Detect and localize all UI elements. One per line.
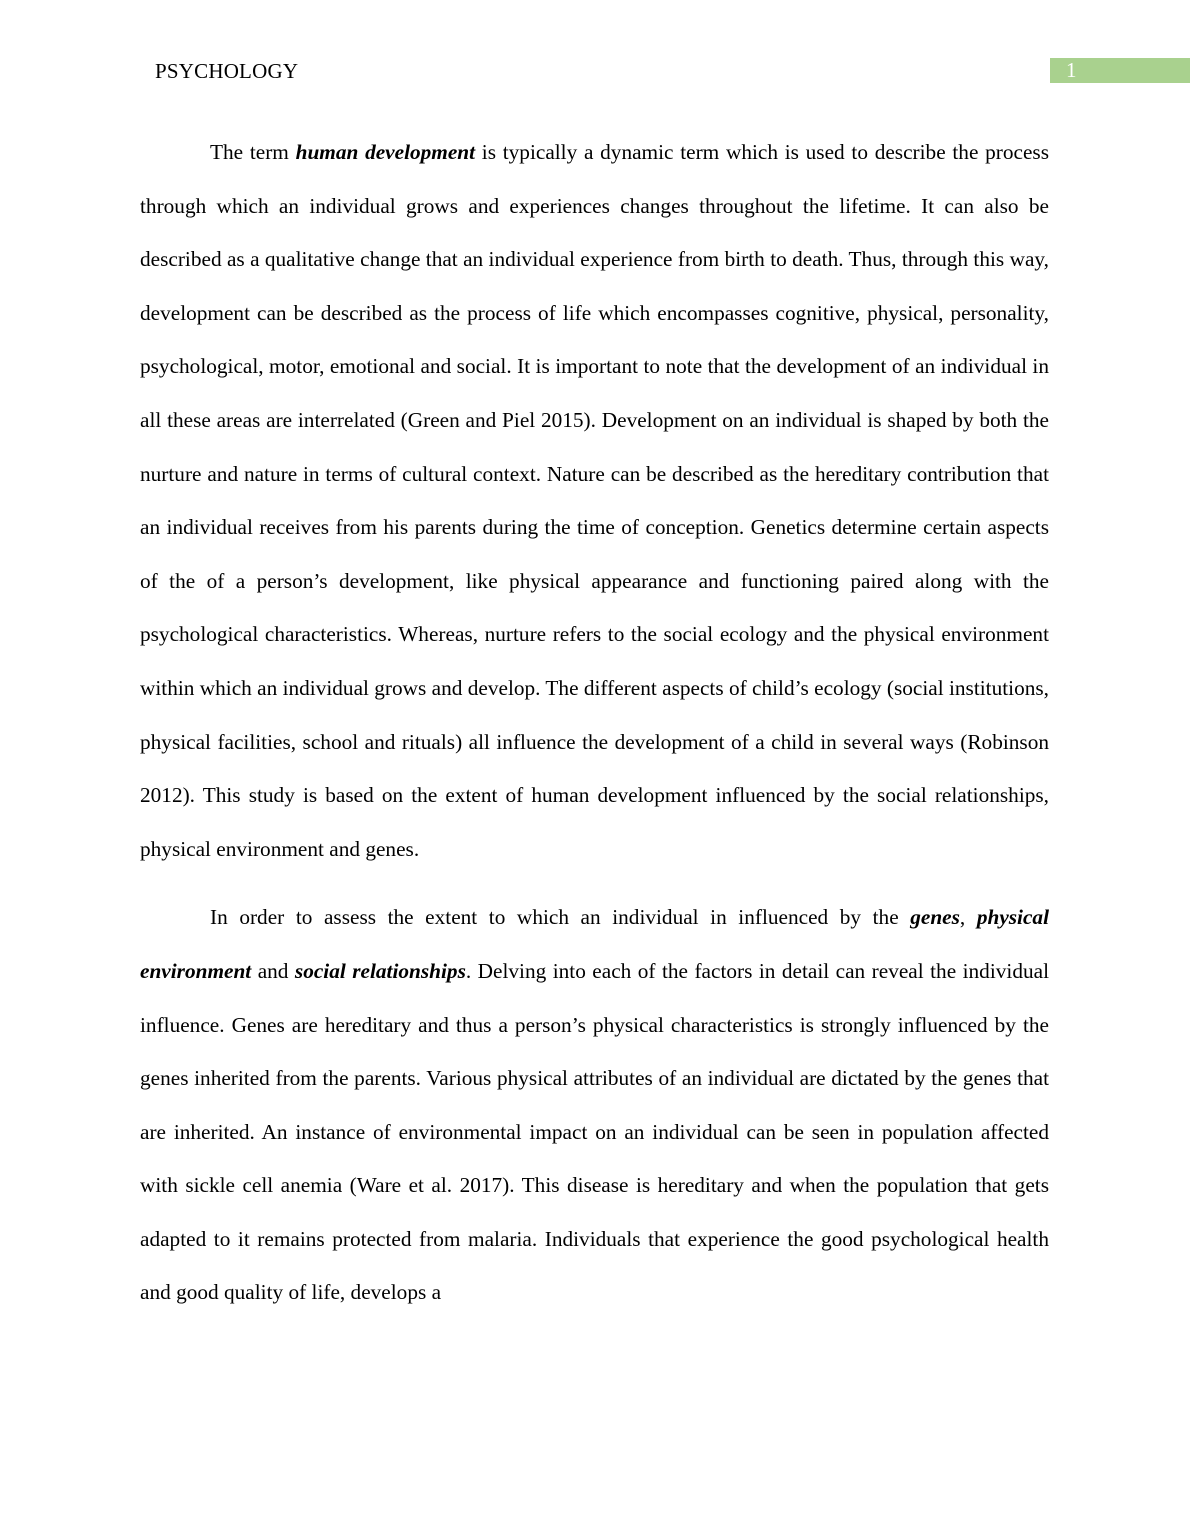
paragraph-1-text-rest: is typically a dynamic term which is used to describe the process through which an individual grows and experiences changes throughout the lifetime. It can also be described as a qualitative change that an individual experience from birth to death. Thus, through this way, development can be described as the process of life which encompasses cognitive, physical, personality, psychological, motor, emotional and social. It is important to note that the development of an individual in all these areas are interrelated (Green and Piel 2015). Development on an individual is shaped by both the nurture and nature in terms of cultural context. Nature can be described as the hereditary contribution that an individual receives from his parents during the time of conception. Genetics determine certain aspects of the of a person’s development, like physical appearance and functioning paired along with the psychological characteristics. Whereas, nurture refers to the social ecology and the physical environment within which an individual grows and develop. The different aspects of child’s ecology (social institutions, physical facilities, school and rituals) all influence the development of a child in several ways (Robinson 2012). This study is based on the extent of human development influenced by the social relationships, physical environment and genes. (140, 140, 1049, 861)
term-physical-environment: physical environment (140, 905, 1049, 983)
term-human-development: human development (295, 140, 476, 164)
paragraph-human-development (140, 126, 1049, 876)
paragraph-2-and: and (251, 958, 295, 983)
paragraph-2-text-rest: . Delving into each of the factors in detail can reveal the individual influence. Genes are hereditary and thus a person’s physical characteristics is strongly influenced by the genes inherited from the parents. Various physical attributes of an individual are dictated by the genes that are inherited. An instance of environmental impact on an individual can be seen in population affected with sickle cell anemia (Ware et al. 2017). This disease is hereditary and when the population that gets adapted to it remains protected from malaria. Individuals that experience the good psychological health and good quality of life, develops a (140, 958, 1049, 1305)
running-head: PSYCHOLOGY (155, 59, 299, 83)
term-social-relationships: social relationships (294, 958, 466, 983)
term-genes: genes (910, 905, 960, 930)
page-number-box (1050, 58, 1190, 83)
paragraph-2-text-start: In order to assess the extent to which an individual in influenced by the (210, 905, 911, 930)
paragraph-influencing-factors (140, 891, 1049, 1320)
paragraph-1-text-start: The term (210, 140, 296, 164)
document-body (140, 126, 1049, 1320)
paragraph-2-comma: , (959, 905, 977, 930)
page-number: 1 (1066, 58, 1077, 82)
